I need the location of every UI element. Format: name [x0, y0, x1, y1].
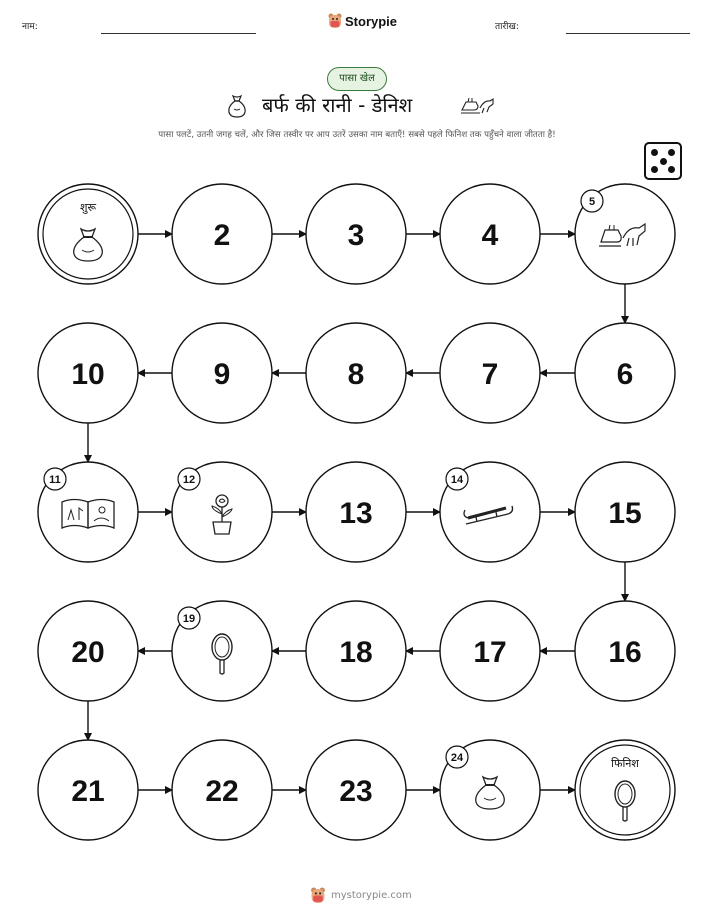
board-space-19[interactable]: [172, 601, 272, 701]
footer-url[interactable]: mystorypie.com: [331, 890, 412, 901]
date-label: तारीख:: [495, 22, 519, 32]
board-space-22[interactable]: [172, 740, 272, 840]
space-number: 23: [339, 775, 373, 808]
space-number: 18: [339, 636, 373, 669]
space-number: 6: [616, 358, 634, 391]
board-space-10[interactable]: [38, 323, 138, 423]
board-space-21[interactable]: [38, 740, 138, 840]
board-space-20[interactable]: [38, 601, 138, 701]
start-label: शुरू: [79, 201, 97, 214]
space-number: 4: [481, 219, 499, 252]
game-type-badge: पासा खेल: [327, 67, 387, 91]
board-space-11[interactable]: [38, 462, 138, 562]
space-circle: [575, 740, 675, 840]
name-label: नाम:: [22, 22, 38, 32]
space-number: 16: [608, 636, 642, 669]
instructions-text: पासा पलटें, उतनी जगह चलें, और जिस तस्वीर पर आप उतरें उसका नाम बताएँ! सबसे पहले फिनिश तक पहुँचने वाला जीतता है!: [158, 130, 556, 140]
board-space-12[interactable]: [172, 462, 272, 562]
space-number: 10: [71, 358, 105, 391]
space-number: 2: [213, 219, 231, 252]
board-space-23[interactable]: [306, 740, 406, 840]
space-number: 21: [71, 775, 105, 808]
board-space-15[interactable]: [575, 462, 675, 562]
space-number: 9: [213, 358, 231, 391]
space-circle: [38, 184, 138, 284]
space-number: 7: [481, 358, 499, 391]
board-space-16[interactable]: [575, 601, 675, 701]
board-space-17[interactable]: [440, 601, 540, 701]
space-number: 22: [205, 775, 239, 808]
start-space[interactable]: [38, 184, 138, 284]
board-space-13[interactable]: [306, 462, 406, 562]
board-space-4[interactable]: [440, 184, 540, 284]
space-number: 20: [71, 636, 105, 669]
bear-mascot-footer-icon: [310, 887, 326, 904]
board-space-6[interactable]: [575, 323, 675, 423]
space-number: 15: [608, 497, 642, 530]
space-number: 3: [347, 219, 365, 252]
space-number: 24: [450, 752, 464, 764]
board-space-7[interactable]: [440, 323, 540, 423]
brand-name: Storypie: [345, 13, 398, 29]
space-number: 19: [182, 613, 196, 625]
board-space-8[interactable]: [306, 323, 406, 423]
board-space-14[interactable]: [440, 462, 540, 562]
space-number: 8: [347, 358, 365, 391]
board-space-5[interactable]: [575, 184, 675, 284]
finish-label: फिनिश: [611, 757, 639, 770]
space-number: 11: [49, 474, 61, 486]
footer: [310, 887, 412, 904]
page-title: बर्फ की रानी - डेनिश: [262, 93, 413, 117]
board-space-24[interactable]: [440, 740, 540, 840]
space-number: 12: [182, 474, 196, 486]
board-space-2[interactable]: [172, 184, 272, 284]
space-number: 17: [473, 636, 507, 669]
space-number: 14: [450, 474, 464, 486]
finish-space[interactable]: [575, 740, 675, 840]
board-space-9[interactable]: [172, 323, 272, 423]
board-space-3[interactable]: [306, 184, 406, 284]
space-number: 5: [588, 196, 596, 208]
space-number: 13: [339, 497, 373, 530]
board-space-18[interactable]: [306, 601, 406, 701]
